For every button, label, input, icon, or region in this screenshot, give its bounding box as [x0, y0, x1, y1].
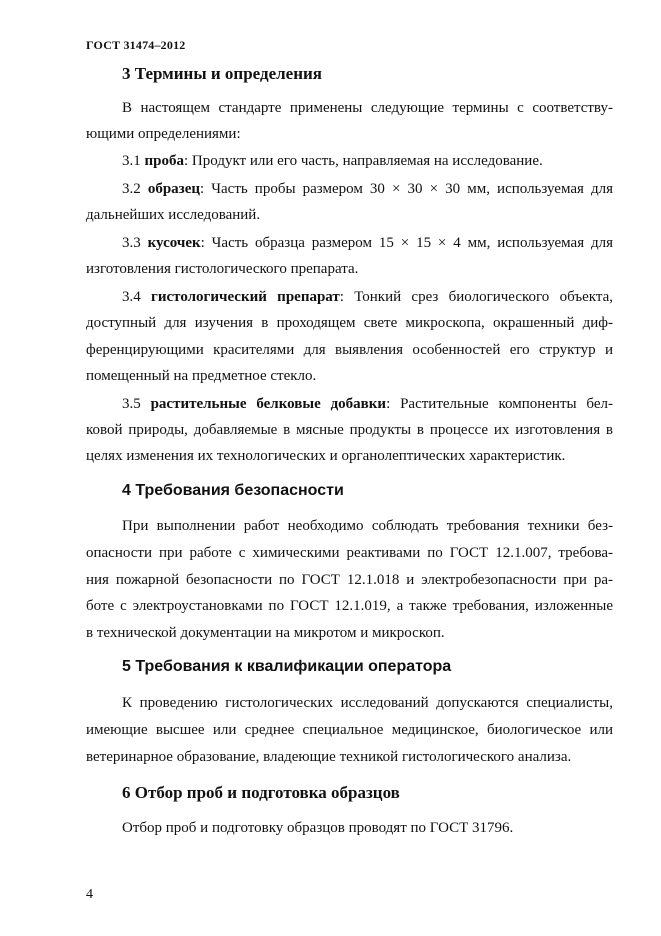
paragraph-line: При выполнении работ необходимо соблюдать требования техники без-	[122, 518, 613, 534]
section-5-title: 5 Требования к квалификации оператора	[122, 658, 452, 675]
term-definition-line: ференцирующими красителями для выявления особенностей его структур и	[86, 342, 613, 358]
section-6-title: 6 Отбор проб и подготовка образцов	[122, 783, 400, 802]
paragraph-line: Отбор проб и подготовку образцов проводят по ГОСТ 31796.	[122, 820, 514, 836]
term-definition-line: помещенный на предметное стекло.	[86, 368, 317, 384]
term-number: 3.4	[122, 289, 152, 305]
paragraph-line: в технической документации на микротом и микроскоп.	[86, 625, 445, 641]
term-definition: : Тонкий срез биологического объекта,	[339, 289, 613, 305]
term-definition-line: изготовления гистологического препарата.	[86, 261, 359, 277]
paragraph-line: ветеринарное образование, владеющие техникой гистологического анализа.	[86, 749, 572, 765]
term-3-3	[122, 234, 613, 252]
term-definition: : Часть пробы размером 30 × 30 × 30 мм, используемая для	[200, 181, 614, 197]
term-definition-line: дальнейших исследований.	[86, 207, 261, 223]
term-definition-line: целях изменения их технологических и органолептических характеристик.	[86, 448, 566, 464]
term-name: кусочек	[147, 235, 201, 251]
term-name: растительные белковые добавки	[150, 396, 387, 412]
term-name: проба	[144, 153, 184, 169]
term-definition: : Часть образца размером 15 × 15 × 4 мм, используемая для	[200, 235, 613, 251]
term-definition-line: ковой природы, добавляемые в мясные продукты в процессе их изготовления в	[86, 422, 613, 438]
section-3-title: 3 Термины и определения	[122, 64, 323, 83]
document-code: ГОСТ 31474–2012	[86, 38, 186, 52]
section-3-intro-line: В настоящем стандарте применены следующие термины с соответству-	[122, 100, 613, 116]
term-3-1	[122, 152, 613, 170]
paragraph-line: имеющие высшее или среднее специальное медицинское, биологическое или	[86, 722, 613, 738]
paragraph-line: опасности при работе с химическими реактивами по ГОСТ 12.1.007, требова-	[86, 545, 613, 561]
section-4-title: 4 Требования безопасности	[122, 482, 344, 499]
term-number: 3.1	[122, 153, 145, 169]
paragraph-line: боте с электроустановками по ГОСТ 12.1.019, а также требования, изложенные	[86, 598, 613, 614]
term-definition: : Растительные компоненты бел-	[386, 396, 613, 412]
term-name: гистологический препарат	[151, 289, 340, 305]
paragraph-line: К проведению гистологических исследований допускаются специалисты,	[122, 695, 613, 711]
term-number: 3.3	[122, 235, 148, 251]
paragraph-line: ния пожарной безопасности по ГОСТ 12.1.018 и электробезопасности при ра-	[86, 572, 613, 588]
term-3-4	[122, 288, 613, 306]
term-definition: : Продукт или его часть, направляемая на исследование.	[184, 153, 543, 169]
term-number: 3.2	[122, 181, 148, 197]
term-3-2	[122, 180, 613, 198]
section-3-intro-line: ющими определениями:	[86, 126, 241, 142]
term-name: образец	[147, 181, 201, 197]
term-3-5	[122, 395, 613, 413]
page-number: 4	[86, 887, 93, 902]
term-definition-line: доступный для изучения в проходящем свете микроскопа, окрашенный диф-	[86, 315, 613, 331]
term-number: 3.5	[122, 396, 151, 412]
